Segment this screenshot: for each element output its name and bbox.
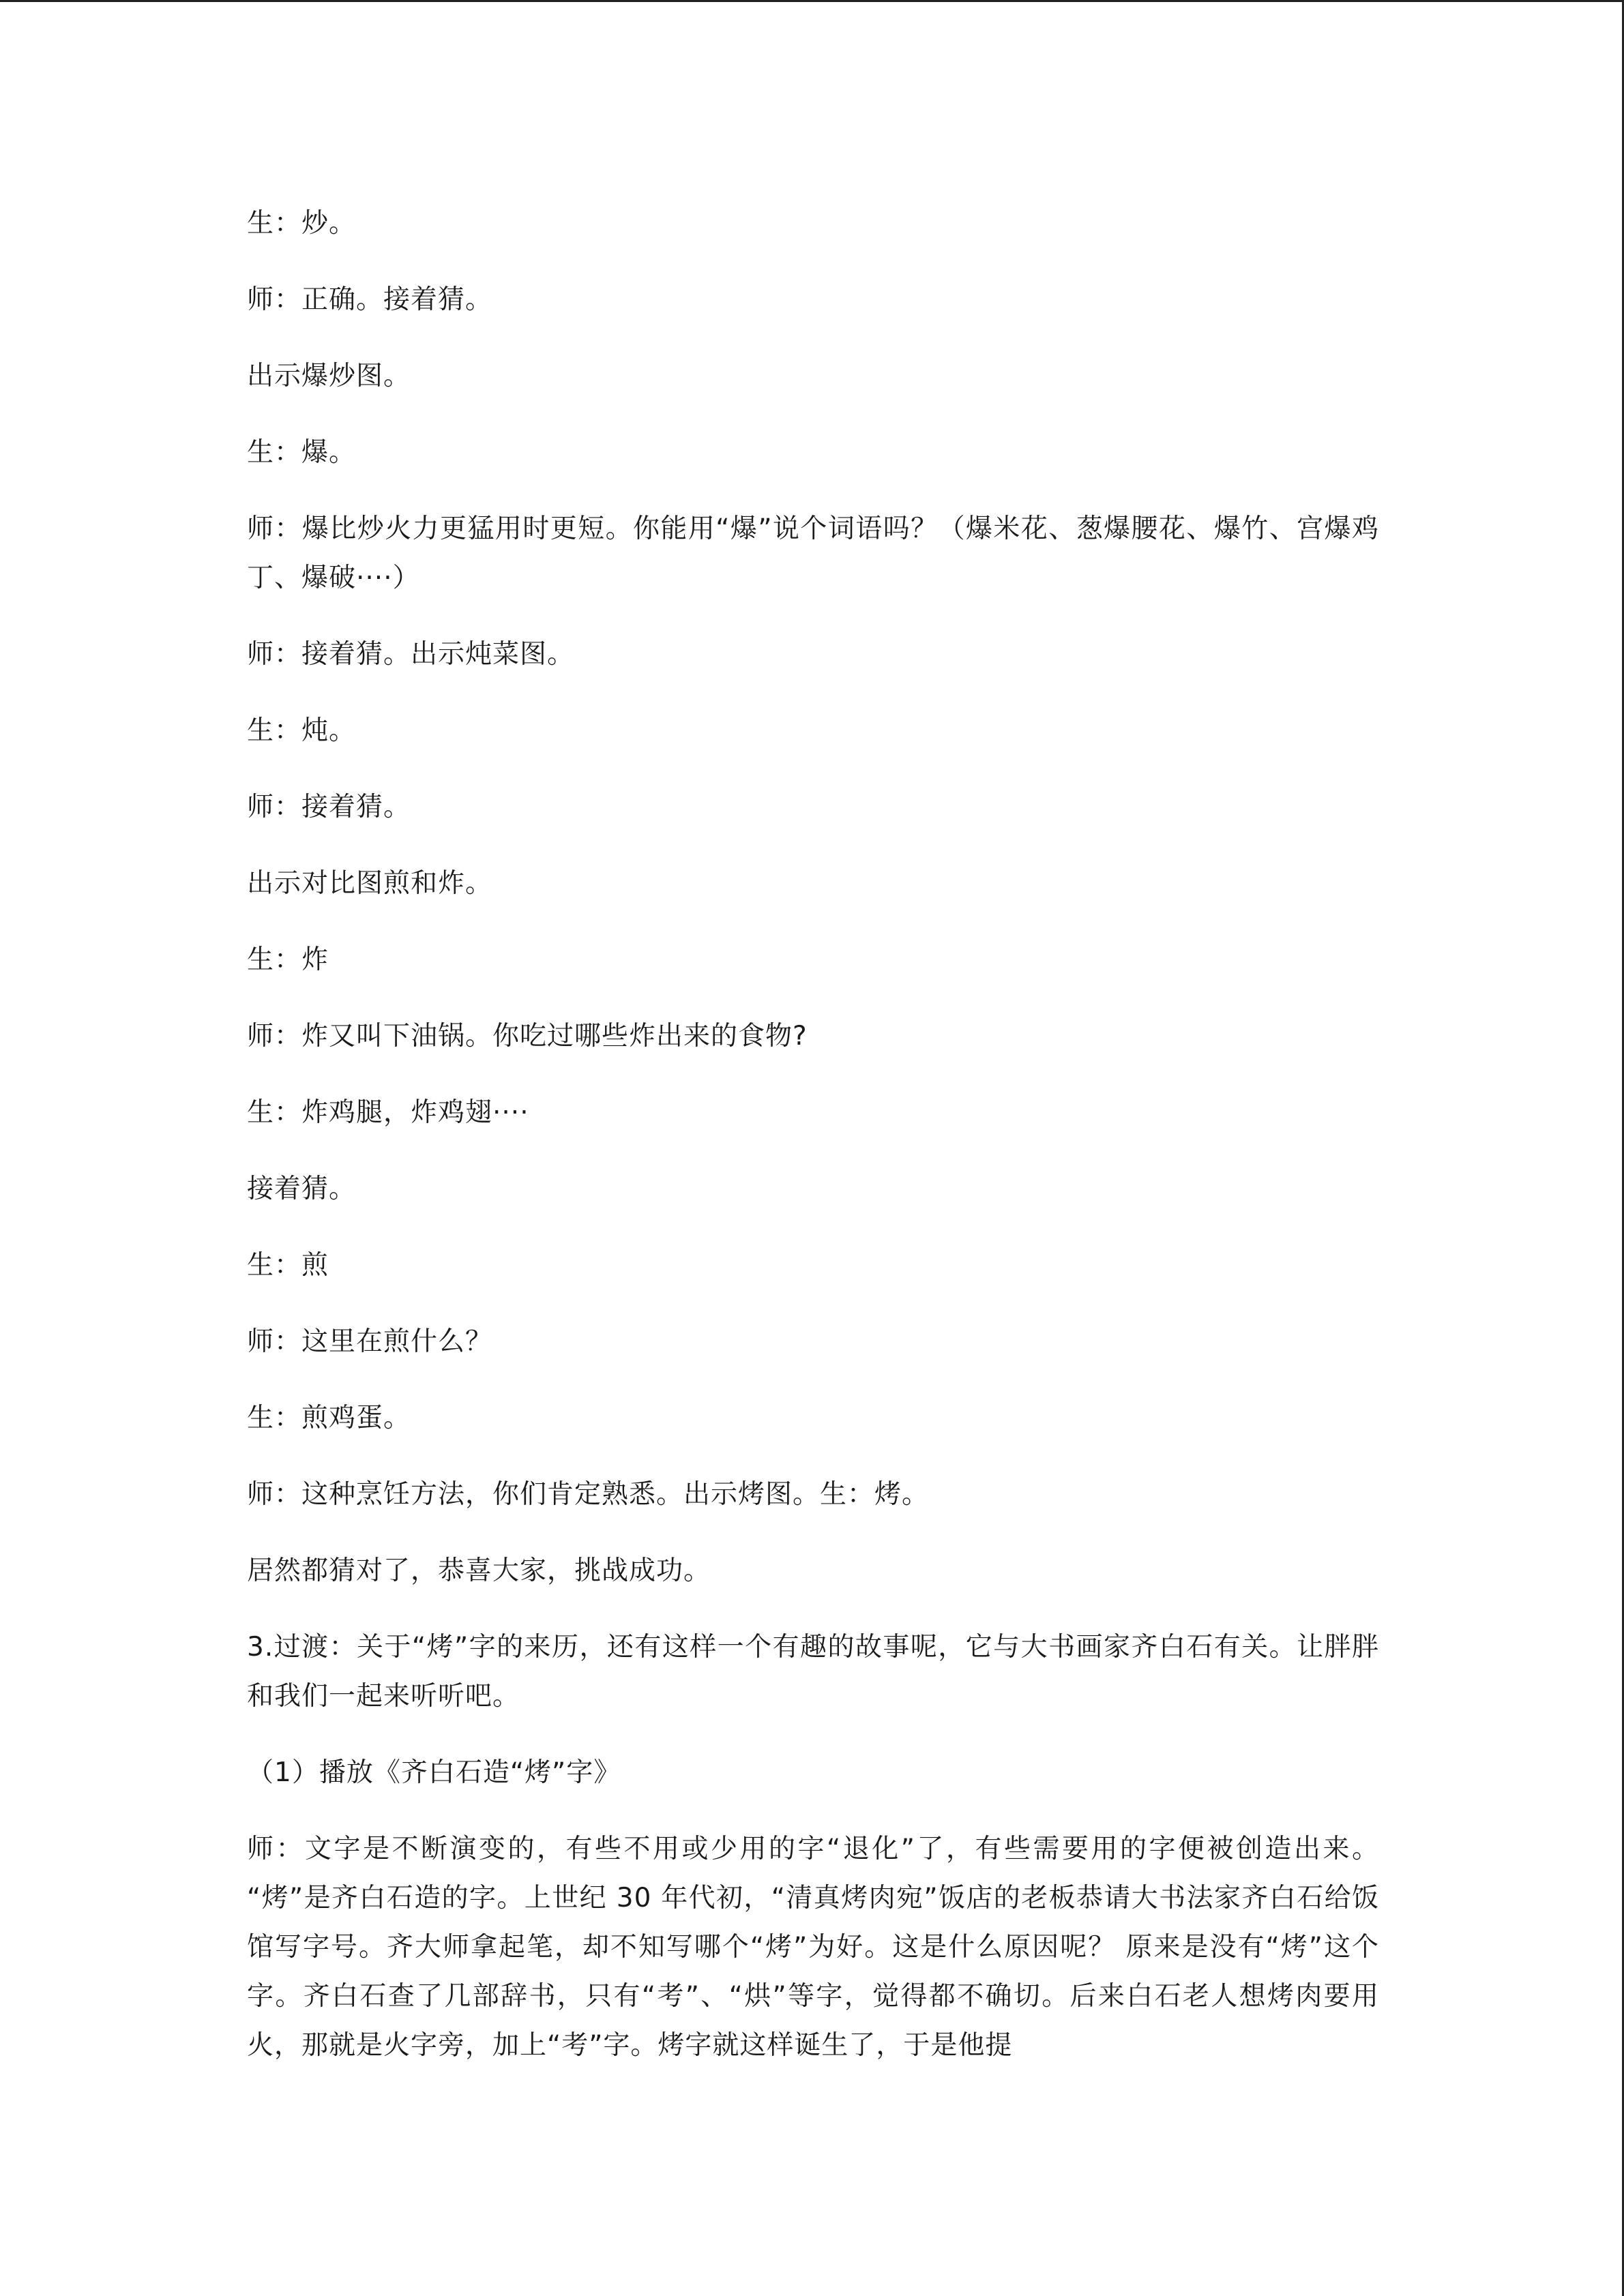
paragraph: 生：炸 [247, 944, 329, 975]
paragraph: 师：正确。接着猜。 [247, 284, 493, 315]
paragraph: 师：炸又叫下油锅。你吃过哪些炸出来的食物? [247, 1021, 808, 1052]
paragraph: 接着猜。 [247, 1174, 357, 1204]
paragraph: 师：接着猜。出示炖菜图。 [247, 639, 575, 670]
page-top-border [0, 0, 1624, 2]
paragraph: 生：爆。 [247, 437, 357, 468]
paragraph: 居然都猜对了，恭喜大家，挑战成功。 [247, 1555, 711, 1586]
paragraph: 生：炸鸡腿，炸鸡翅···· [247, 1097, 529, 1128]
paragraph: 师：这里在煎什么？ [247, 1326, 493, 1357]
paragraph: （1）播放《齐白石造“烤”字》 [247, 1757, 621, 1788]
paragraph: 出示爆炒图。 [247, 361, 411, 391]
paragraph: 生：炖。 [247, 715, 357, 746]
paragraph: 师：接着猜。 [247, 792, 411, 822]
paragraph: 生：炒。 [247, 208, 357, 239]
document-body [247, 199, 1389, 2098]
paragraph: 出示对比图煎和炸。 [247, 868, 493, 899]
paragraph: 师：爆比炒火力更猛用时更短。你能用“爆”说个词语吗？（爆米花、葱爆腰花、爆竹、宫爆鸡丁、爆破····） [247, 513, 1379, 593]
paragraph: 师：这种烹饪方法，你们肯定熟悉。出示烤图。生：烤。 [247, 1479, 930, 1510]
paragraph: 师：文字是不断演变的，有些不用或少用的字“退化”了，有些需要用的字便被创造出来。 “烤”是齐白石造的字。上世纪 30 年代初，“清真烤肉宛”饭店的老板恭请大书法家齐白石给饭馆写字号。齐大师拿起笔，却不知写哪个“烤”为好。这是什么原因呢？ 原来是没有“烤”这个字。齐白石查了几部辞书，只有“考”、“烘”等字，觉得都不确切。后来白石老人想烤肉要用火，那就是火字旁，加上“考”字。烤字就这样诞生了，于是他提 [247, 1834, 1389, 2061]
paragraph: 3.过渡：关于“烤”字的来历，还有这样一个有趣的故事呢，它与大书画家齐白石有关。让胖胖和我们一起来听听吧。 [247, 1632, 1379, 1712]
paragraph: 生：煎鸡蛋。 [247, 1403, 411, 1433]
paragraph: 生：煎 [247, 1250, 329, 1281]
